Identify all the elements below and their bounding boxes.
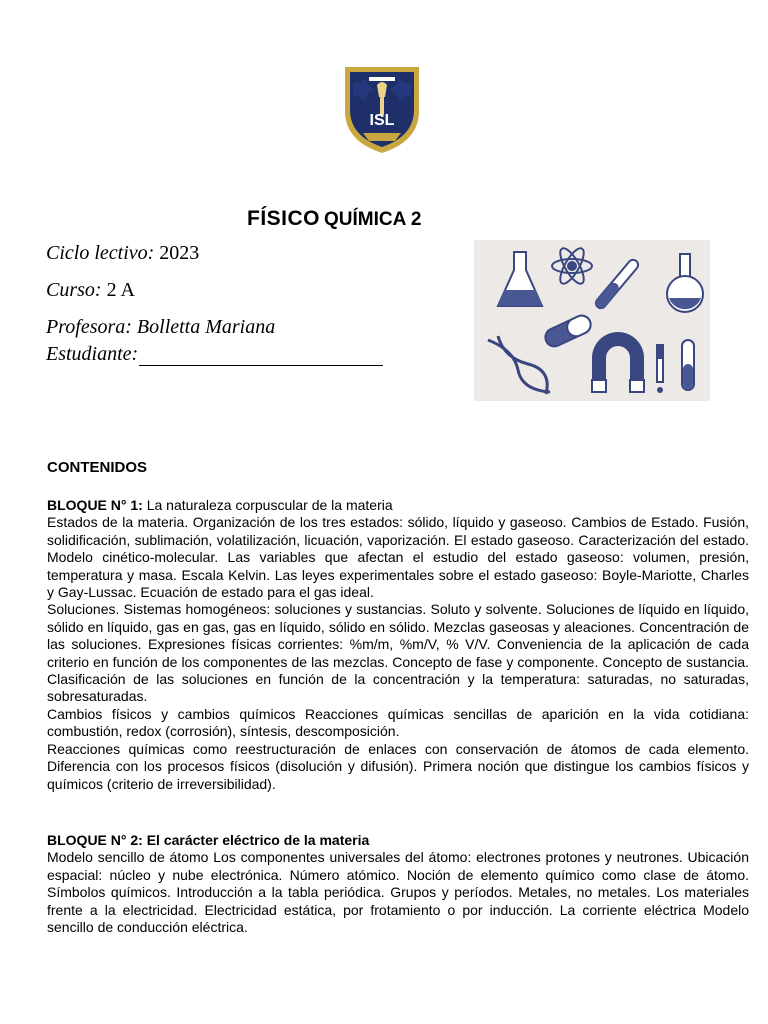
school-logo-shield [341, 63, 423, 157]
bloque-1-section [47, 497, 749, 793]
title-part-fisico: FÍSICO [247, 207, 321, 230]
estudiante-line [46, 343, 383, 366]
bloque-2-section [47, 832, 749, 936]
contenidos-heading: CONTENIDOS [47, 459, 148, 476]
ciclo-lectivo-label: Ciclo lectivo: [46, 242, 155, 264]
bloque-1-paragraph: Estados de la materia. Organización de los tres estados: sólido, líquido y gaseoso. Cambios de Estado. Fusión, solidificación, sublimación, volatilización, licuación, vaporización. El estado gaseoso. Caracterización del estado. Modelo cinético-molecular. Las variables que afectan el estudio del estado gaseoso: volumen, presión, temperatura y masa. Escala Kelvin. Las leyes experimentales sobre el estado gaseoso: Boyle-Mariotte, Charles y Gay-Lussac. Ecuación de estado para el gas ideal. [47, 514, 749, 601]
bloque-1-heading [47, 497, 749, 514]
document-title [247, 207, 421, 231]
bloque-2-title: El carácter eléctrico de la materia [142, 832, 370, 848]
bloque-1-title: La naturaleza corpuscular de la materia [142, 497, 393, 513]
bloque-2-paragraph: Modelo sencillo de átomo Los componentes universales del átomo: electrones protones y neutrones. Ubicación espacial: núcleo y nube electrónica. Número atómico. Noción de elemento químico como clase de átomo. Símbolos químicos. Introducción a la tabla periódica. Grupos y períodos. Metales, no metales. Los materiales frente a la electricidad. Electricidad estática, por frotamiento o por inducción. La corriente eléctrica Modelo sencillo de conducción eléctrica. [47, 849, 749, 936]
title-part-quimica: QUÍMICA 2 [324, 209, 422, 230]
bloque-2-heading [47, 832, 749, 849]
lab-equipment-illustration [474, 240, 710, 401]
ciclo-lectivo-line [46, 242, 199, 265]
curso-label: Curso: [46, 279, 102, 301]
bloque-1-paragraph: Cambios físicos y cambios químicos Reacciones químicas sencillas de aparición en la vida cotidiana: combustión, redox (corrosión), síntesis, descomposición. [47, 705, 749, 740]
bloque-2-label: BLOQUE N° 2: [47, 832, 143, 848]
ciclo-lectivo-value: 2023 [159, 242, 200, 264]
bloque-1-paragraph: Soluciones. Sistemas homogéneos: soluciones y sustancias. Soluto y solvente. Soluciones de líquido en líquido, sólido en líquido, gas en gas, gas en líquido, sólido en sólido. Mezclas gaseosas y aleaciones. Concentración de las soluciones. Expresiones físicas corrientes: %m/m, %m/V, % V/V. Conveniencia de la aplicación de cada criterio en función de los componentes de las mezclas. Concepto de fase y componente. Concepto de sustancia. Clasificación de las soluciones en función de la concentración y la temperatura: saturadas, no saturadas, sobresaturadas. [47, 601, 749, 705]
bloque-1-label: BLOQUE N° 1: [47, 497, 143, 513]
logo-lettering: ISL [369, 112, 395, 129]
estudiante-label: Estudiante: [46, 343, 139, 365]
curso-value: 2 A [106, 279, 135, 301]
profesora-line: Profesora: Bolletta Mariana [46, 316, 276, 338]
curso-line [46, 279, 135, 302]
bloque-1-paragraph: Reacciones químicas como reestructuración de enlaces con conservación de átomos de cada elemento. Diferencia con los procesos físicos (disolución y difusión). Primera noción que distingue los cambios físicos y químicos (criterio de irreversibilidad). [47, 740, 749, 792]
vertical-test-tube-icon [682, 340, 694, 390]
estudiante-blank-field [139, 345, 383, 366]
